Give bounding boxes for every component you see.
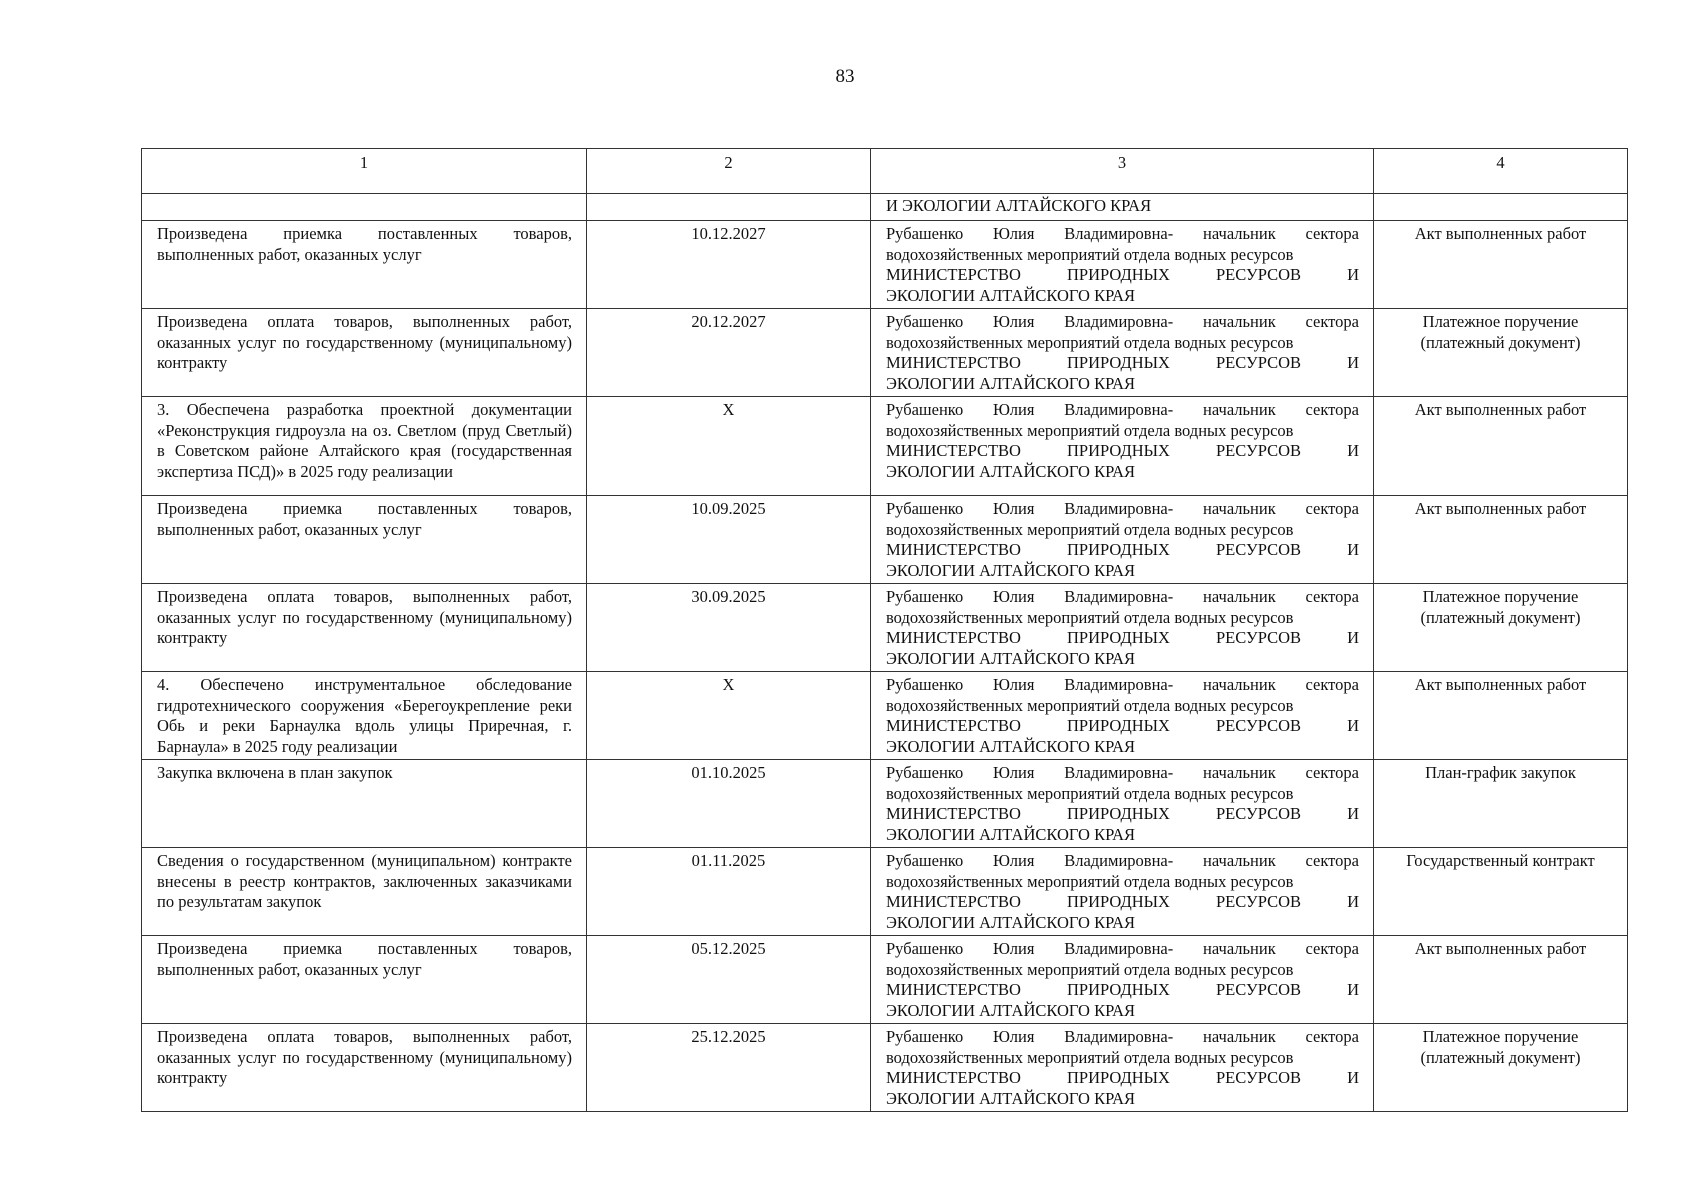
responsible-line-1: Рубашенко Юлия Владимировна- начальник сектора [886,499,1359,518]
responsible-line-2: водохозяйственных мероприятий отдела водных ресурсов [886,332,1294,352]
event-date: X [587,397,871,496]
responsible-word: ПРИРОДНЫХ [1067,265,1170,284]
responsible-person [871,309,1374,397]
responsible-line-2: водохозяйственных мероприятий отдела водных ресурсов [886,1047,1294,1067]
responsible-word: ПРИРОДНЫХ [1067,804,1170,823]
responsible-word: ПРИРОДНЫХ [1067,1068,1170,1087]
confirming-document: План-график закупок [1374,760,1628,848]
continuation-text: И ЭКОЛОГИИ АЛТАЙСКОГО КРАЯ [871,194,1374,221]
responsible-line-1: Рубашенко Юлия Владимировна- начальник сектора [886,1027,1359,1046]
responsible-word: МИНИСТЕРСТВО [886,628,1021,647]
event-description: 3. Обеспечена разработка проектной документации «Реконструкция гидроузла на оз. Светлом (пруд Светлый) в Советском районе Алтайского края (государственная экспертиза ПСД)» в 2025 году реализации [142,397,587,496]
table-row [142,221,1628,309]
event-date: 05.12.2025 [587,936,871,1024]
responsible-word: ПРИРОДНЫХ [1067,628,1170,647]
responsible-word: РЕСУРСОВ [1216,716,1302,735]
event-description: Произведена оплата товаров, выполненных работ, оказанных услуг по государственному (муниципальному) контракту [142,1024,587,1112]
table-body [142,149,1628,1112]
table-row [142,936,1628,1024]
responsible-word: ПРИРОДНЫХ [1067,441,1170,460]
responsible-line-1: Рубашенко Юлия Владимировна- начальник сектора [886,224,1359,243]
table-row [142,760,1628,848]
responsible-line-4: ЭКОЛОГИИ АЛТАЙСКОГО КРАЯ [886,285,1136,305]
confirming-document: Государственный контракт [1374,848,1628,936]
responsible-word: И [1347,353,1359,372]
confirming-document: Акт выполненных работ [1374,936,1628,1024]
responsible-line-3 [886,804,1359,825]
responsible-line-2: водохозяйственных мероприятий отдела водных ресурсов [886,783,1294,803]
responsible-line-4: ЭКОЛОГИИ АЛТАЙСКОГО КРАЯ [886,736,1136,756]
responsible-line-1: Рубашенко Юлия Владимировна- начальник сектора [886,400,1359,419]
header-cell-1: 1 [142,149,587,194]
responsible-word: ПРИРОДНЫХ [1067,980,1170,999]
event-date: 01.10.2025 [587,760,871,848]
responsible-word: И [1347,804,1359,823]
responsible-line-3 [886,628,1359,649]
responsible-person [871,760,1374,848]
confirming-document: Платежное поручение (платежный документ) [1374,309,1628,397]
responsible-word: И [1347,265,1359,284]
responsible-person [871,1024,1374,1112]
responsible-word: И [1347,1068,1359,1087]
responsible-line-3 [886,265,1359,286]
responsible-word: ПРИРОДНЫХ [1067,892,1170,911]
event-date: X [587,672,871,760]
responsible-word: РЕСУРСОВ [1216,265,1302,284]
responsible-word: МИНИСТЕРСТВО [886,353,1021,372]
event-description: Произведена оплата товаров, выполненных работ, оказанных услуг по государственному (муниципальному) контракту [142,309,587,397]
responsible-line-1: Рубашенко Юлия Владимировна- начальник сектора [886,312,1359,331]
confirming-document: Платежное поручение (платежный документ) [1374,1024,1628,1112]
header-cell-4: 4 [1374,149,1628,194]
table-row [142,672,1628,760]
responsible-line-1: Рубашенко Юлия Владимировна- начальник сектора [886,851,1359,870]
responsible-line-1: Рубашенко Юлия Владимировна- начальник сектора [886,587,1359,606]
responsible-word: МИНИСТЕРСТВО [886,716,1021,735]
header-cell-2: 2 [587,149,871,194]
responsible-line-3 [886,540,1359,561]
responsible-person [871,221,1374,309]
confirming-document: Платежное поручение (платежный документ) [1374,584,1628,672]
responsible-line-3 [886,353,1359,374]
responsible-word: И [1347,628,1359,647]
responsible-person [871,936,1374,1024]
responsible-word: МИНИСТЕРСТВО [886,804,1021,823]
responsible-word: МИНИСТЕРСТВО [886,1068,1021,1087]
responsible-line-3 [886,441,1359,462]
responsible-person [871,397,1374,496]
event-description: Сведения о государственном (муниципальном) контракте внесены в реестр контрактов, заключенных заказчиками по результатам закупок [142,848,587,936]
continuation-cell-2 [587,194,871,221]
continuation-cell-1 [142,194,587,221]
table-row [142,848,1628,936]
event-description: Произведена приемка поставленных товаров, выполненных работ, оказанных услуг [142,221,587,309]
responsible-line-4: ЭКОЛОГИИ АЛТАЙСКОГО КРАЯ [886,912,1136,932]
responsible-word: И [1347,716,1359,735]
event-date: 01.11.2025 [587,848,871,936]
responsible-word: И [1347,980,1359,999]
responsible-line-1: Рубашенко Юлия Владимировна- начальник сектора [886,675,1359,694]
event-date: 10.09.2025 [587,496,871,584]
event-description: 4. Обеспечено инструментальное обследование гидротехнического сооружения «Берегоукрепление реки Обь и реки Барнаулка вдоль улицы Приречная, г. Барнаула» в 2025 году реализации [142,672,587,760]
event-date: 30.09.2025 [587,584,871,672]
event-description: Произведена оплата товаров, выполненных работ, оказанных услуг по государственному (муниципальному) контракту [142,584,587,672]
header-cell-3: 3 [871,149,1374,194]
page-number: 83 [835,66,855,87]
responsible-line-3 [886,1068,1359,1089]
responsible-line-4: ЭКОЛОГИИ АЛТАЙСКОГО КРАЯ [886,373,1136,393]
responsible-line-3 [886,980,1359,1001]
responsible-word: МИНИСТЕРСТВО [886,265,1021,284]
responsible-line-3 [886,892,1359,913]
responsible-person [871,496,1374,584]
table-row [142,309,1628,397]
responsible-word: РЕСУРСОВ [1216,892,1302,911]
responsible-line-2: водохозяйственных мероприятий отдела водных ресурсов [886,607,1294,627]
event-date: 10.12.2027 [587,221,871,309]
event-date: 25.12.2025 [587,1024,871,1112]
responsible-word: ПРИРОДНЫХ [1067,353,1170,372]
responsible-line-1: Рубашенко Юлия Владимировна- начальник сектора [886,939,1359,958]
table-row [142,496,1628,584]
responsible-word: И [1347,540,1359,559]
table-row [142,1024,1628,1112]
responsible-line-3 [886,716,1359,737]
responsible-line-4: ЭКОЛОГИИ АЛТАЙСКОГО КРАЯ [886,648,1136,668]
responsible-person [871,672,1374,760]
table-row [142,397,1628,496]
responsible-line-2: водохозяйственных мероприятий отдела водных ресурсов [886,519,1294,539]
responsible-line-2: водохозяйственных мероприятий отдела водных ресурсов [886,420,1294,440]
responsible-word: РЕСУРСОВ [1216,628,1302,647]
responsible-word: РЕСУРСОВ [1216,980,1302,999]
responsible-word: МИНИСТЕРСТВО [886,540,1021,559]
responsible-word: И [1347,441,1359,460]
responsible-line-4: ЭКОЛОГИИ АЛТАЙСКОГО КРАЯ [886,1088,1136,1108]
responsible-word: РЕСУРСОВ [1216,441,1302,460]
confirming-document: Акт выполненных работ [1374,496,1628,584]
responsible-line-4: ЭКОЛОГИИ АЛТАЙСКОГО КРАЯ [886,824,1136,844]
responsible-word: МИНИСТЕРСТВО [886,892,1021,911]
responsible-person [871,848,1374,936]
responsible-line-2: водохозяйственных мероприятий отдела водных ресурсов [886,695,1294,715]
responsible-word: РЕСУРСОВ [1216,353,1302,372]
responsible-word: МИНИСТЕРСТВО [886,441,1021,460]
responsible-line-2: водохозяйственных мероприятий отдела водных ресурсов [886,959,1294,979]
event-description: Закупка включена в план закупок [142,760,587,848]
event-date: 20.12.2027 [587,309,871,397]
responsible-line-4: ЭКОЛОГИИ АЛТАЙСКОГО КРАЯ [886,560,1136,580]
header-row [142,149,1628,194]
events-table [141,148,1628,1112]
responsible-word: МИНИСТЕРСТВО [886,980,1021,999]
confirming-document: Акт выполненных работ [1374,672,1628,760]
responsible-word: ПРИРОДНЫХ [1067,540,1170,559]
responsible-line-4: ЭКОЛОГИИ АЛТАЙСКОГО КРАЯ [886,1000,1136,1020]
event-description: Произведена приемка поставленных товаров, выполненных работ, оказанных услуг [142,936,587,1024]
responsible-line-4: ЭКОЛОГИИ АЛТАЙСКОГО КРАЯ [886,461,1136,481]
continuation-cell-4 [1374,194,1628,221]
responsible-word: ПРИРОДНЫХ [1067,716,1170,735]
table-row [142,584,1628,672]
responsible-word: И [1347,892,1359,911]
responsible-word: РЕСУРСОВ [1216,540,1302,559]
responsible-person [871,584,1374,672]
confirming-document: Акт выполненных работ [1374,221,1628,309]
responsible-line-1: Рубашенко Юлия Владимировна- начальник сектора [886,763,1359,782]
continuation-row [142,194,1628,221]
responsible-line-2: водохозяйственных мероприятий отдела водных ресурсов [886,871,1294,891]
confirming-document: Акт выполненных работ [1374,397,1628,496]
responsible-word: РЕСУРСОВ [1216,804,1302,823]
responsible-line-2: водохозяйственных мероприятий отдела водных ресурсов [886,244,1294,264]
responsible-word: РЕСУРСОВ [1216,1068,1302,1087]
event-description: Произведена приемка поставленных товаров, выполненных работ, оказанных услуг [142,496,587,584]
